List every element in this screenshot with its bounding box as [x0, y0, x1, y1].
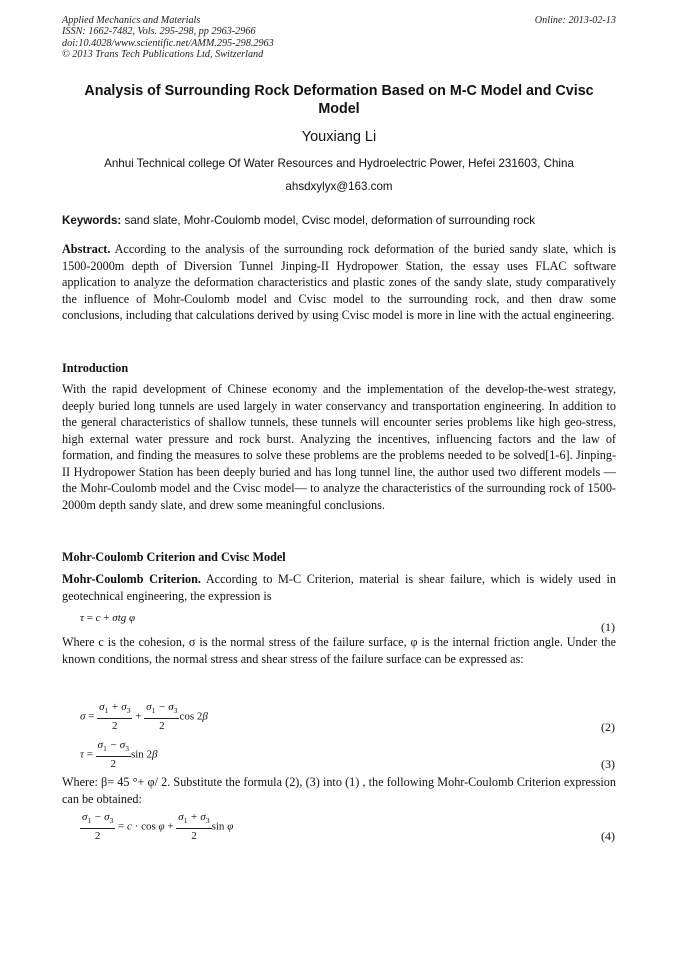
- introduction-heading: Introduction: [62, 361, 129, 375]
- eq1-explanation: Where c is the cohesion, σ is the normal stress of the failure surface, φ is the internal friction angle. Under the known conditions, the normal stress and shear stress of the failure surface can be expressed as:: [62, 635, 616, 666]
- equation-3: τ = $\frac{\sigma_1 - \sigma_3}{2}$ sin 2β: [80, 739, 158, 771]
- equation-1-number: (1): [601, 620, 615, 634]
- abstract-paragraph: [62, 241, 616, 324]
- equation-2-number: (2): [601, 720, 615, 734]
- mc-criterion-label: Mohr-Coulomb Criterion.: [62, 572, 201, 586]
- copyright-line: © 2013 Trans Tech Publications Ltd, Switzerland: [62, 49, 264, 61]
- abstract-label: Abstract.: [62, 242, 111, 256]
- equation-3-number: (3): [601, 757, 615, 771]
- equation-2: σ = $\frac{\sigma_1 + \sigma_3}{2}$ + $\frac{\sigma_1 - \sigma_3}{2}$ cos 2β: [80, 701, 208, 733]
- keywords-label: Keywords:: [62, 214, 122, 227]
- author-email: ahsdxylyx@163.com: [285, 180, 393, 193]
- equation-4: $\frac{\sigma_1 - \sigma_3}{2}$ = c · cos φ + $\frac{\sigma_1 + \sigma_3}{2}$ sin φ: [82, 811, 234, 843]
- equation-1: τ = c + σtg φ: [80, 612, 136, 624]
- keywords-line: [62, 214, 616, 227]
- keywords-text: sand slate, Mohr-Coulomb model, Cvisc model, deformation of surrounding rock: [124, 214, 535, 227]
- abstract-text: According to the analysis of the surrounding rock deformation of the buried sandy slate, which is 1500-2000m depth of Diversion Tunnel Jinping-II Hydropower Station, the essay uses FLAC software application to analyze the deformation characteristics and plastic zones of the sandy slate, study comparatively the influence of Mohr-Coulomb model and Cvisc model to the surrounding rock, and then draw some conclusions, including that calculations derived by using Cvisc model is more in line with the actual engineering.: [62, 242, 617, 322]
- journal-name: Applied Mechanics and Materials: [62, 15, 201, 26]
- paper-title: Analysis of Surrounding Rock Deformation Based on M-C Model and Cvisc Model: [84, 83, 594, 117]
- journal-header: [62, 15, 274, 61]
- author-name: Youxiang Li: [301, 129, 377, 145]
- online-date: Online: 2013-02-13: [534, 15, 616, 26]
- author-affiliation: Anhui Technical college Of Water Resources and Hydroelectric Power, Hefei 231603, China: [104, 157, 574, 170]
- section-heading-mc-cvisc: Mohr-Coulomb Criterion and Cvisc Model: [62, 550, 286, 564]
- doi-line: doi:10.4028/www.scientific.net/AMM.295-298.2963: [62, 37, 274, 49]
- introduction-paragraph: With the rapid development of Chinese economy and the implementation of the develop-the-west strategy, deeply buried long tunnels are used largely in water conservancy and transportation engineering. In addition to the general characteristics of shallow tunnels, these tunnels will encounter series problems like high geo-stress, high external water pressure and rock burst. Analyzing the incentives, influencing factors and the law of formation, and finding the measures to solve these problems are the problems needed to be solved[1-6]. Jinping-II Hydropower Station has been deeply buried and has long tunnel line, the author used two different models — the Mohr-Coulomb model and the Cvisc model— to analyze the characteristics of the surrounding rock of 1500-2000m depth sandy slate, and drew some meaningful conclusions.: [62, 382, 616, 512]
- mc-criterion-paragraph: [62, 571, 616, 604]
- mc-criterion-text: According to M-C Criterion, material is shear failure, which is widely used in geotechnical engineering, the expression is: [62, 572, 616, 603]
- issn-line: ISSN: 1662-7482, Vols. 295-298, pp 2963-2966: [62, 26, 256, 38]
- eq3-explanation: Where: β= 45 °+ φ/ 2. Substitute the formula (2), (3) into (1) , the following Mohr-Coulomb Criterion expression can be obtained:: [62, 775, 616, 806]
- equation-4-number: (4): [601, 829, 615, 843]
